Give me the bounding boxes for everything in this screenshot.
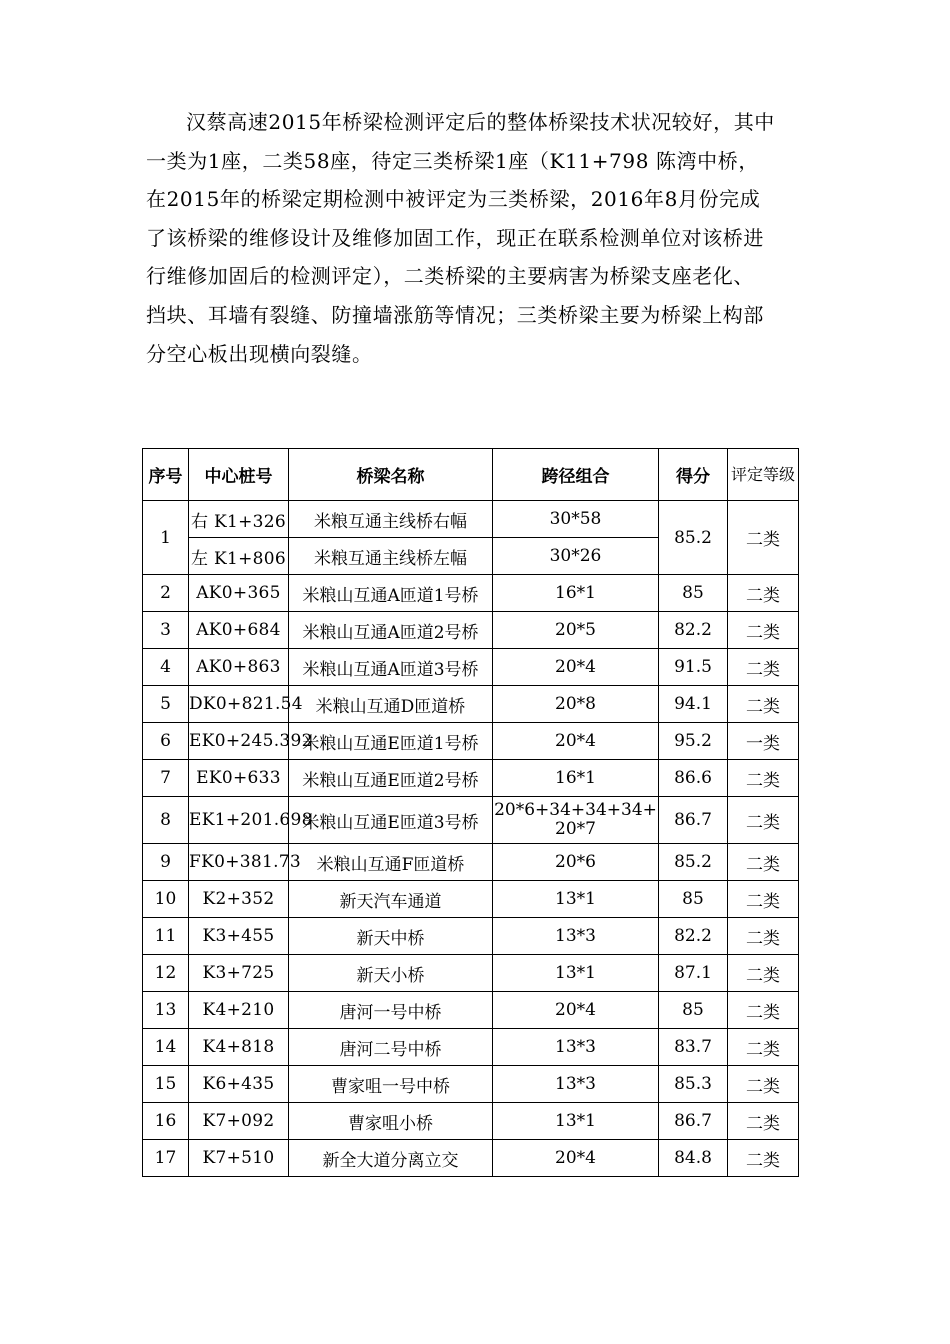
paragraph-line: 在2015年的桥梁定期检测中被评定为三类桥梁，2016年8月份完成 bbox=[146, 187, 761, 212]
cell-score: 94.1 bbox=[659, 686, 728, 723]
cell-stake: AK0+863 bbox=[189, 649, 289, 686]
cell-span: 20*6 bbox=[493, 844, 659, 881]
cell-span: 30*58 bbox=[493, 501, 659, 538]
cell-grade: 二类 bbox=[728, 955, 799, 992]
cell-stake: K7+092 bbox=[189, 1103, 289, 1140]
cell-score: 85.2 bbox=[659, 844, 728, 881]
cell-index: 15 bbox=[143, 1066, 189, 1103]
cell-index: 9 bbox=[143, 844, 189, 881]
cell-name: 新天汽车通道 bbox=[289, 881, 493, 918]
cell-index: 13 bbox=[143, 992, 189, 1029]
cell-grade: 二类 bbox=[728, 992, 799, 1029]
cell-span: 20*4 bbox=[493, 992, 659, 1029]
table-row bbox=[143, 686, 799, 723]
cell-stake: AK0+365 bbox=[189, 575, 289, 612]
cell-index: 4 bbox=[143, 649, 189, 686]
cell-grade: 二类 bbox=[728, 1029, 799, 1066]
cell-grade: 二类 bbox=[728, 881, 799, 918]
cell-grade: 二类 bbox=[728, 1066, 799, 1103]
cell-name: 米粮互通主线桥右幅 bbox=[289, 501, 493, 538]
cell-grade: 二类 bbox=[728, 1140, 799, 1177]
cell-score: 86.7 bbox=[659, 797, 728, 844]
cell-stake: 右 K1+326 bbox=[189, 501, 289, 538]
cell-span: 13*3 bbox=[493, 1066, 659, 1103]
paragraph-line: 一类为1座，二类58座，待定三类桥梁1座（K11+798 陈湾中桥， bbox=[146, 148, 759, 173]
bridge-rating-table bbox=[142, 448, 799, 1177]
cell-score: 84.8 bbox=[659, 1140, 728, 1177]
table-row bbox=[143, 992, 799, 1029]
table-row bbox=[143, 575, 799, 612]
cell-stake: AK0+684 bbox=[189, 612, 289, 649]
cell-name: 米粮山互通E匝道3号桥 bbox=[289, 797, 493, 844]
cell-grade: 二类 bbox=[728, 760, 799, 797]
cell-score: 85.2 bbox=[659, 501, 728, 575]
cell-stake: EK0+245.392 bbox=[189, 723, 289, 760]
cell-score: 95.2 bbox=[659, 723, 728, 760]
table-row bbox=[143, 1029, 799, 1066]
table-row bbox=[143, 918, 799, 955]
table-row bbox=[143, 797, 799, 844]
cell-grade: 一类 bbox=[728, 723, 799, 760]
cell-span: 16*1 bbox=[493, 760, 659, 797]
cell-index: 8 bbox=[143, 797, 189, 844]
cell-name: 新天中桥 bbox=[289, 918, 493, 955]
cell-score: 86.7 bbox=[659, 1103, 728, 1140]
cell-index: 7 bbox=[143, 760, 189, 797]
cell-grade: 二类 bbox=[728, 501, 799, 575]
cell-grade: 二类 bbox=[728, 649, 799, 686]
cell-span: 13*1 bbox=[493, 1103, 659, 1140]
cell-score: 82.2 bbox=[659, 612, 728, 649]
cell-score: 85 bbox=[659, 992, 728, 1029]
cell-index: 17 bbox=[143, 1140, 189, 1177]
cell-score: 82.2 bbox=[659, 918, 728, 955]
cell-stake: K4+210 bbox=[189, 992, 289, 1029]
cell-grade: 二类 bbox=[728, 612, 799, 649]
cell-name: 唐河一号中桥 bbox=[289, 992, 493, 1029]
cell-stake: 左 K1+806 bbox=[189, 538, 289, 575]
cell-stake: K4+818 bbox=[189, 1029, 289, 1066]
paragraph-line: 了该桥梁的维修设计及维修加固工作，现正在联系检测单位对该桥进 bbox=[146, 225, 764, 250]
cell-stake: FK0+381.73 bbox=[189, 844, 289, 881]
table-row bbox=[143, 955, 799, 992]
cell-index: 12 bbox=[143, 955, 189, 992]
cell-span: 20*8 bbox=[493, 686, 659, 723]
paragraph-line: 挡块、耳墙有裂缝、防撞墙涨筋等情况；三类桥梁主要为桥梁上构部 bbox=[146, 302, 764, 327]
cell-index: 3 bbox=[143, 612, 189, 649]
table-row bbox=[143, 649, 799, 686]
cell-index: 2 bbox=[143, 575, 189, 612]
header-score: 得分 bbox=[659, 449, 728, 501]
cell-name: 米粮山互通A匝道2号桥 bbox=[289, 612, 493, 649]
cell-grade: 二类 bbox=[728, 797, 799, 844]
cell-stake: K3+455 bbox=[189, 918, 289, 955]
cell-index: 1 bbox=[143, 501, 189, 575]
cell-score: 83.7 bbox=[659, 1029, 728, 1066]
cell-name: 米粮山互通A匝道1号桥 bbox=[289, 575, 493, 612]
cell-span: 13*3 bbox=[493, 1029, 659, 1066]
cell-name: 新天小桥 bbox=[289, 955, 493, 992]
cell-span: 20*4 bbox=[493, 649, 659, 686]
table-row bbox=[143, 501, 799, 538]
cell-name: 米粮山互通F匝道桥 bbox=[289, 844, 493, 881]
cell-grade: 二类 bbox=[728, 844, 799, 881]
table-row bbox=[143, 723, 799, 760]
cell-score: 91.5 bbox=[659, 649, 728, 686]
header-index: 序号 bbox=[143, 449, 189, 501]
cell-span: 16*1 bbox=[493, 575, 659, 612]
cell-stake: EK0+633 bbox=[189, 760, 289, 797]
cell-span: 13*1 bbox=[493, 881, 659, 918]
table-row bbox=[143, 612, 799, 649]
cell-name: 米粮互通主线桥左幅 bbox=[289, 538, 493, 575]
cell-name: 曹家咀一号中桥 bbox=[289, 1066, 493, 1103]
cell-stake: K7+510 bbox=[189, 1140, 289, 1177]
cell-index: 11 bbox=[143, 918, 189, 955]
cell-score: 87.1 bbox=[659, 955, 728, 992]
cell-name: 曹家咀小桥 bbox=[289, 1103, 493, 1140]
cell-span: 13*1 bbox=[493, 955, 659, 992]
header-name: 桥梁名称 bbox=[289, 449, 493, 501]
cell-index: 10 bbox=[143, 881, 189, 918]
header-stake: 中心桩号 bbox=[189, 449, 289, 501]
cell-grade: 二类 bbox=[728, 1103, 799, 1140]
cell-span: 20*6+34+34+34+20*7 bbox=[493, 797, 659, 844]
cell-span: 20*4 bbox=[493, 1140, 659, 1177]
paragraph-line: 汉蔡高速2015年桥梁检测评定后的整体桥梁技术状况较好，其中 bbox=[186, 110, 775, 134]
cell-index: 6 bbox=[143, 723, 189, 760]
cell-span: 30*26 bbox=[493, 538, 659, 575]
cell-name: 新全大道分离立交 bbox=[289, 1140, 493, 1177]
paragraph-line: 行维修加固后的检测评定），二类桥梁的主要病害为桥梁支座老化、 bbox=[146, 264, 754, 289]
cell-stake: DK0+821.54 bbox=[189, 686, 289, 723]
cell-name: 唐河二号中桥 bbox=[289, 1029, 493, 1066]
cell-score: 86.6 bbox=[659, 760, 728, 797]
table-row bbox=[143, 760, 799, 797]
table-row bbox=[143, 1066, 799, 1103]
cell-score: 85 bbox=[659, 575, 728, 612]
cell-name: 米粮山互通E匝道1号桥 bbox=[289, 723, 493, 760]
table-row bbox=[143, 1103, 799, 1140]
cell-name: 米粮山互通E匝道2号桥 bbox=[289, 760, 493, 797]
header-grade: 评定等级 bbox=[728, 449, 799, 501]
cell-score: 85.3 bbox=[659, 1066, 728, 1103]
header-span: 跨径组合 bbox=[493, 449, 659, 501]
table-row bbox=[143, 1140, 799, 1177]
paragraph-line: 分空心板出现横向裂缝。 bbox=[146, 341, 373, 366]
cell-score: 85 bbox=[659, 881, 728, 918]
cell-grade: 二类 bbox=[728, 575, 799, 612]
table-row bbox=[143, 881, 799, 918]
cell-index: 5 bbox=[143, 686, 189, 723]
cell-span: 20*5 bbox=[493, 612, 659, 649]
cell-grade: 二类 bbox=[728, 686, 799, 723]
cell-grade: 二类 bbox=[728, 918, 799, 955]
cell-stake: K2+352 bbox=[189, 881, 289, 918]
cell-index: 14 bbox=[143, 1029, 189, 1066]
cell-stake: EK1+201.698 bbox=[189, 797, 289, 844]
cell-stake: K3+725 bbox=[189, 955, 289, 992]
cell-index: 16 bbox=[143, 1103, 189, 1140]
cell-stake: K6+435 bbox=[189, 1066, 289, 1103]
body-paragraph bbox=[146, 103, 818, 373]
cell-span: 13*3 bbox=[493, 918, 659, 955]
table-row bbox=[143, 844, 799, 881]
cell-name: 米粮山互通D匝道桥 bbox=[289, 686, 493, 723]
cell-name: 米粮山互通A匝道3号桥 bbox=[289, 649, 493, 686]
table-header-row bbox=[143, 449, 799, 501]
cell-span: 20*4 bbox=[493, 723, 659, 760]
